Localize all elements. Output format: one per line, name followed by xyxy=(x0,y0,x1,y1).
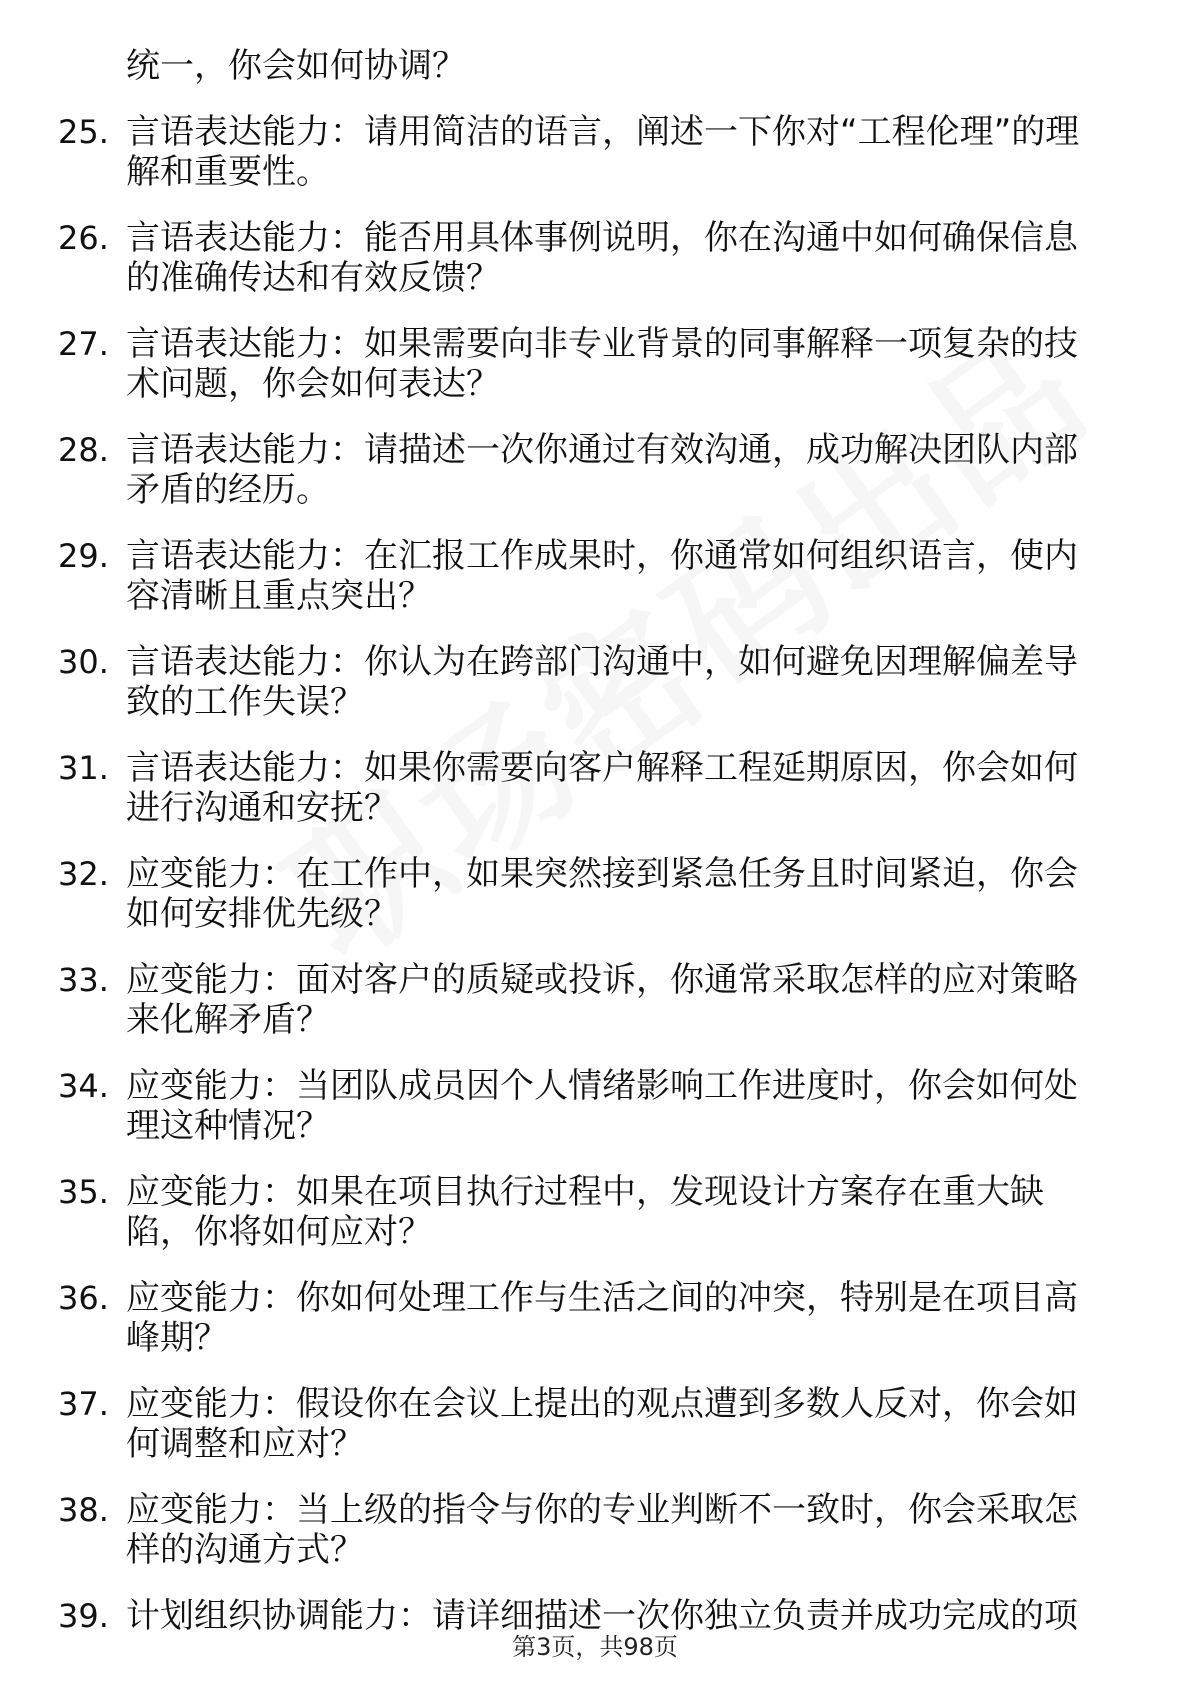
question-text-line: 应变能力：你如何处理工作与生活之间的冲突，特别是在项目高 xyxy=(126,1278,1078,1318)
question-text-line: 计划组织协调能力：请详细描述一次你独立负责并成功完成的项 xyxy=(126,1596,1078,1636)
question-item xyxy=(58,1490,1098,1570)
question-text-line: 容清晰且重点突出？ xyxy=(126,576,432,616)
question-text-line: 来化解矛盾？ xyxy=(126,1000,330,1040)
question-text-line: 应变能力：面对客户的质疑或投诉，你通常采取怎样的应对策略 xyxy=(126,960,1078,1000)
question-text-line: 解和重要性。 xyxy=(126,152,330,192)
question-text-line: 进行沟通和安抚？ xyxy=(126,788,398,828)
question-number: 39. xyxy=(58,1597,109,1635)
question-number: 28. xyxy=(58,431,109,469)
question-text-line: 应变能力：在工作中，如果突然接到紧急任务且时间紧迫，你会 xyxy=(126,854,1078,894)
question-number: 35. xyxy=(58,1173,109,1211)
question-item xyxy=(58,218,1098,298)
question-text-line: 样的沟通方式？ xyxy=(126,1530,364,1570)
question-number: 33. xyxy=(58,961,109,999)
page-footer: 第3页，共98页 xyxy=(512,1633,678,1661)
question-number: 34. xyxy=(58,1067,109,1105)
question-text-line: 应变能力：当团队成员因个人情绪影响工作进度时，你会如何处 xyxy=(126,1066,1078,1106)
question-text-line: 言语表达能力：请描述一次你通过有效沟通，成功解决团队内部 xyxy=(126,430,1078,470)
question-text-line: 言语表达能力：能否用具体事例说明，你在沟通中如何确保信息 xyxy=(126,218,1078,258)
question-item xyxy=(58,430,1098,510)
question-number: 31. xyxy=(58,749,109,787)
question-text-line: 言语表达能力：如果你需要向客户解释工程延期原因，你会如何 xyxy=(126,748,1078,788)
question-text-line: 言语表达能力：你认为在跨部门沟通中，如何避免因理解偏差导 xyxy=(126,642,1078,682)
question-list xyxy=(58,112,1098,1636)
question-item xyxy=(58,324,1098,404)
question-text-line: 陷，你将如何应对？ xyxy=(126,1212,432,1252)
question-number: 25. xyxy=(58,113,109,151)
question-number: 27. xyxy=(58,325,109,363)
question-text-line: 术问题，你会如何表达？ xyxy=(126,364,500,404)
question-item xyxy=(58,1066,1098,1146)
question-number: 30. xyxy=(58,643,109,681)
question-number: 26. xyxy=(58,219,109,257)
question-item xyxy=(58,112,1098,192)
question-text-line: 言语表达能力：如果需要向非专业背景的同事解释一项复杂的技 xyxy=(126,324,1078,364)
question-text-line: 言语表达能力：在汇报工作成果时，你通常如何组织语言，使内 xyxy=(126,536,1078,576)
question-text-line: 应变能力：如果在项目执行过程中，发现设计方案存在重大缺 xyxy=(126,1172,1044,1212)
question-text-line: 如何安排优先级？ xyxy=(126,894,398,934)
question-text-line: 何调整和应对？ xyxy=(126,1424,364,1464)
question-text-line: 矛盾的经历。 xyxy=(126,470,330,510)
question-number: 29. xyxy=(58,537,109,575)
question-number: 37. xyxy=(58,1385,109,1423)
question-item xyxy=(58,1172,1098,1252)
question-number: 38. xyxy=(58,1491,109,1529)
continuation-line: 统一，你会如何协调？ xyxy=(126,46,466,86)
question-text-line: 应变能力：假设你在会议上提出的观点遭到多数人反对，你会如 xyxy=(126,1384,1078,1424)
question-text-line: 致的工作失误？ xyxy=(126,682,364,722)
question-text-line: 应变能力：当上级的指令与你的专业判断不一致时，你会采取怎 xyxy=(126,1490,1078,1530)
question-number: 36. xyxy=(58,1279,109,1317)
question-item xyxy=(58,1596,1098,1636)
question-text-line: 言语表达能力：请用简洁的语言，阐述一下你对“工程伦理”的理 xyxy=(126,112,1080,152)
question-item xyxy=(58,854,1098,934)
question-text-line: 理这种情况？ xyxy=(126,1106,330,1146)
content xyxy=(58,46,1098,1636)
question-text-line: 峰期？ xyxy=(126,1318,228,1358)
question-item xyxy=(58,960,1098,1040)
question-item xyxy=(58,642,1098,722)
question-item xyxy=(58,1278,1098,1358)
question-number: 32. xyxy=(58,855,109,893)
question-item xyxy=(58,748,1098,828)
question-item xyxy=(58,1384,1098,1464)
question-item xyxy=(58,536,1098,616)
question-text-line: 的准确传达和有效反馈？ xyxy=(126,258,500,298)
